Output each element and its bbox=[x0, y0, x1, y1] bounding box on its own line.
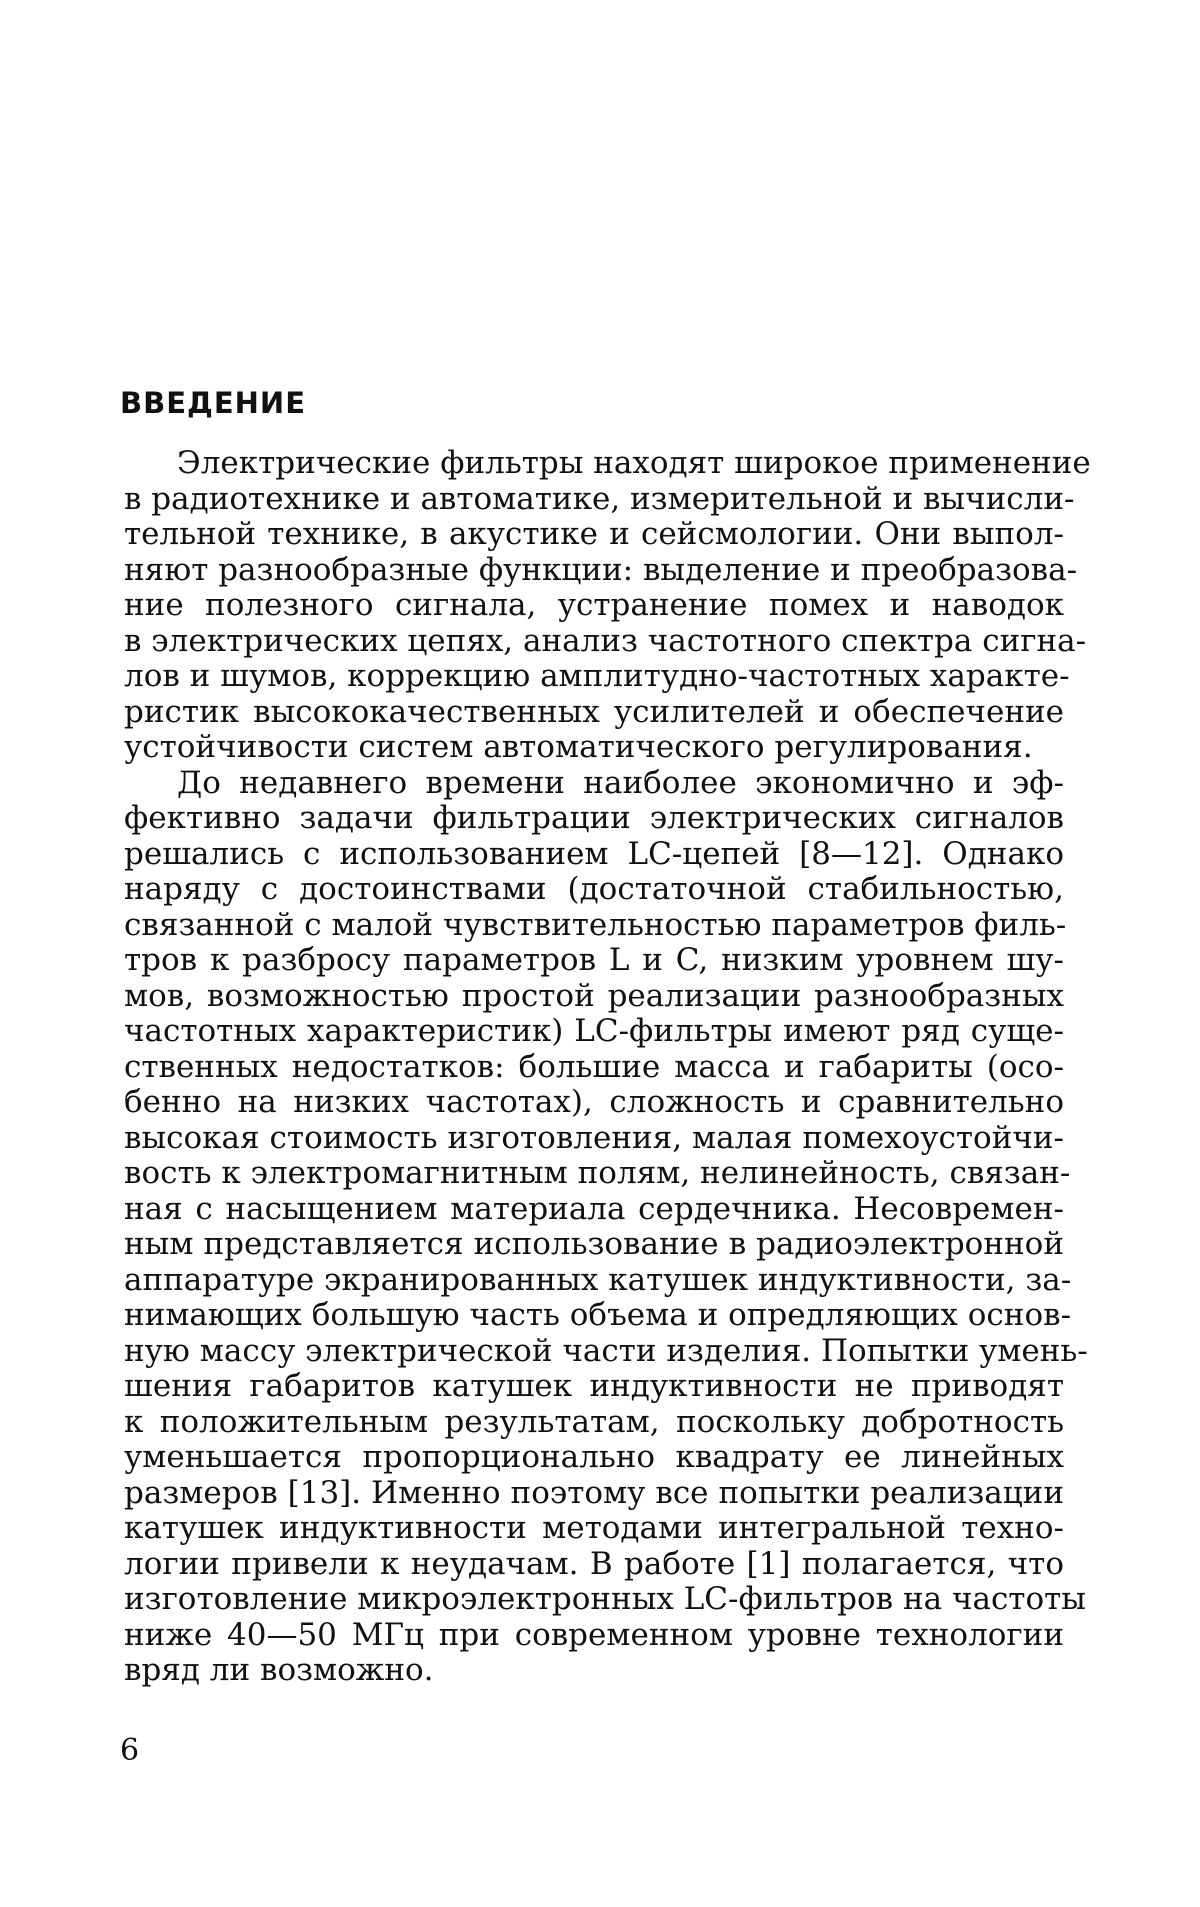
text-line: мов, возможностью простой реализации разнообразных bbox=[124, 977, 1064, 1014]
text-line: ную массу электрической части изделия. Попытки умень- bbox=[124, 1332, 1088, 1369]
text-line: ным представляется использование в радиоэлектронной bbox=[124, 1226, 1064, 1262]
text-line: До недавнего времени наиболее экономично и эф- bbox=[177, 764, 1064, 801]
text-line: лов и шумов, коррекцию амплитудно-частотных характе- bbox=[124, 658, 1070, 694]
text-line: ние полезного сигнала, устранение помех и наводок bbox=[124, 587, 1064, 623]
body-text bbox=[124, 445, 1091, 1689]
text-line: уменьшается пропорционально квадрату ее линейных bbox=[124, 1439, 1064, 1475]
text-line: устойчивости систем автоматического регулирования. bbox=[124, 729, 1033, 765]
text-line: аппаратуре экранированных катушек индуктивности, за- bbox=[124, 1261, 1072, 1298]
text-line: фективно задачи фильтрации электрических сигналов bbox=[124, 800, 1064, 836]
text-line: ная с насыщением материала сердечника. Несовремен- bbox=[124, 1190, 1064, 1227]
section-heading: ВВЕДЕНИЕ bbox=[120, 386, 307, 420]
text-line: изготовление микроэлектронных LC-фильтров на частоты bbox=[124, 1581, 1086, 1617]
text-line: бенно на низких частотах), сложность и сравнительно bbox=[124, 1084, 1064, 1120]
text-line: связанной с малой чувствительностью параметров филь- bbox=[124, 906, 1067, 943]
text-line: логии привели к неудачам. В работе [1] полагается, что bbox=[124, 1545, 1064, 1582]
text-line: Электрические фильтры находят широкое применение bbox=[177, 445, 1091, 481]
text-line: вость к электромагнитным полям, нелинейность, связан- bbox=[124, 1155, 1071, 1191]
page-number: 6 bbox=[120, 1733, 140, 1768]
text-line: к положительным результатам, поскольку добротность bbox=[124, 1403, 1064, 1440]
text-line: шения габаритов катушек индуктивности не приводят bbox=[124, 1368, 1064, 1404]
text-line: тельной технике, в акустике и сейсмологии. Они выпол- bbox=[124, 516, 1064, 552]
text-line: нимающих большую часть объема и опредляющих основ- bbox=[124, 1297, 1072, 1333]
text-line: няют разнообразные функции: выделение и преобразова- bbox=[124, 551, 1078, 588]
text-line: тров к разбросу параметров L и C, низким уровнем шу- bbox=[124, 942, 1064, 978]
text-line: в электрических цепях, анализ частотного спектра сигна- bbox=[124, 622, 1087, 659]
text-line: вряд ли возможно. bbox=[124, 1652, 434, 1688]
text-line: наряду с достоинствами (достаточной стабильностью, bbox=[124, 871, 1064, 907]
text-line: высокая стоимость изготовления, малая помехоустойчи- bbox=[124, 1119, 1064, 1156]
text-line: ниже 40—50 МГц при современном уровне технологии bbox=[124, 1616, 1064, 1653]
text-line: катушек индуктивности методами интегральной техно- bbox=[124, 1510, 1064, 1546]
text-line: частотных характеристик) LC-фильтры имеют ряд суще- bbox=[124, 1013, 1064, 1049]
text-line: ристик высококачественных усилителей и обеспечение bbox=[124, 693, 1064, 730]
text-line: размеров [13]. Именно поэтому все попытки реализации bbox=[124, 1474, 1064, 1511]
text-line: решались с использованием LC-цепей [8—12]. Однако bbox=[124, 835, 1064, 872]
text-line: ственных недостатков: большие масса и габариты (осо- bbox=[124, 1048, 1064, 1085]
text-line: в радиотехнике и автоматике, измерительной и вычисли- bbox=[124, 480, 1075, 517]
